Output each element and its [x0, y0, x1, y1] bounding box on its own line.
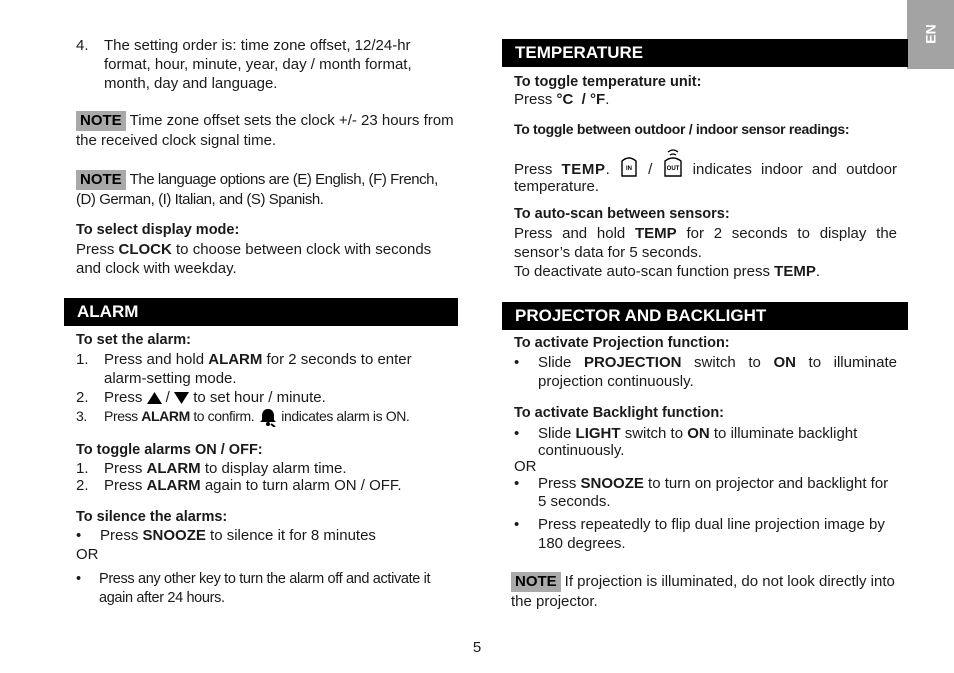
note-badge: NOTE [76, 111, 126, 131]
text: Slide [538, 354, 584, 371]
text: switch to [681, 354, 774, 371]
text: / [161, 389, 175, 406]
text: Press [104, 477, 147, 494]
bullet: • [514, 425, 520, 442]
item-text [514, 425, 897, 459]
text: to illuminate projection continuously. [538, 354, 897, 390]
step-number: 1. [76, 351, 89, 368]
text: Press [538, 475, 581, 492]
text: indicates alarm is ON. [277, 408, 410, 424]
sensor-toggle-section [514, 120, 897, 195]
projection-item [514, 353, 897, 391]
indoor-sensor-icon [619, 155, 639, 177]
note-time-zone [76, 111, 458, 150]
note-language [76, 170, 458, 209]
alarm-heading: ALARM [64, 298, 458, 326]
flip-item [514, 515, 897, 553]
alarm-key: ALARM [146, 477, 201, 494]
step-text [76, 477, 458, 494]
step-1 [76, 350, 458, 388]
note-projector [511, 572, 897, 611]
text: Slide [538, 425, 576, 442]
text: . [815, 263, 820, 280]
backlight-item [514, 425, 897, 459]
text: again to turn alarm ON / OFF. [200, 477, 402, 494]
text: Press [104, 460, 147, 477]
step-1 [76, 460, 458, 477]
silence-alarms-section [76, 508, 458, 608]
section-subtitle: To silence the alarms: [76, 509, 228, 525]
text: . [605, 91, 610, 108]
projector-heading: PROJECTOR AND BACKLIGHT [502, 302, 908, 330]
backlight-section [514, 404, 897, 553]
toggle-alarms-section [76, 441, 458, 494]
up-arrow-icon [147, 392, 162, 404]
alarm-bell-icon [258, 407, 278, 427]
text: switch to [620, 425, 688, 442]
on-key: ON [687, 425, 710, 442]
step-3 [76, 407, 458, 427]
step-number: 2. [76, 389, 89, 406]
deactivate-text [514, 262, 897, 281]
alarm-key: ALARM [208, 351, 263, 368]
item-text: Press repeatedly to flip dual line projection image by 180 degrees. [538, 516, 885, 552]
temp-key: TEMP [635, 225, 677, 242]
step-2 [76, 388, 458, 407]
snooze-item [514, 475, 897, 511]
auto-scan-text [514, 224, 897, 262]
text: to turn on projector and backlight for 5 seconds. [538, 475, 889, 510]
language-tab [907, 0, 954, 69]
or-text: OR [514, 458, 537, 475]
temperature-heading: TEMPERATURE [502, 39, 908, 67]
temp-unit-text [514, 91, 897, 108]
language-tab-label: EN [922, 24, 938, 44]
note-badge: NOTE [76, 170, 126, 190]
text: Press [104, 408, 142, 424]
bullet: • [514, 354, 520, 371]
or-text: OR [76, 546, 99, 563]
text: indicates indoor and outdoor temperature. [514, 161, 898, 195]
text: Press [104, 389, 147, 406]
text: for 2 seconds to enter alarm-setting mode. [104, 351, 412, 387]
alarm-key: ALARM [146, 460, 201, 477]
light-key: LIGHT [575, 425, 621, 442]
silence-item-snooze [76, 527, 458, 544]
bullet: • [514, 475, 520, 492]
display-mode-text [76, 240, 458, 278]
text: to illuminate backlight continuously. [538, 425, 858, 459]
text: to confirm. [189, 408, 255, 424]
note-text: If projection is illuminated, do not look directly into the projector. [511, 573, 895, 610]
display-mode-section [76, 221, 458, 278]
step-number: 3. [76, 408, 87, 424]
note-text: The language options are (E) English, (F) French, (D) German, (I) Italian, and (S) Spanish. [76, 171, 438, 208]
on-key: ON [773, 354, 796, 371]
setting-order-text: The setting order is: time zone offset, 12/24-hr format, hour, minute, year, day / month format, month, day and language. [104, 37, 412, 92]
clock-key: CLOCK [118, 241, 172, 258]
snooze-key: SNOOZE [580, 475, 644, 492]
section-subtitle: To toggle alarms ON / OFF: [76, 442, 263, 458]
text: Press [100, 527, 143, 544]
text: to silence it for 8 minutes [205, 527, 376, 544]
sensor-toggle-text [514, 147, 897, 195]
text: To deactivate auto-scan function press [514, 263, 775, 280]
item-number: 4. [76, 37, 89, 54]
outdoor-sensor-icon [662, 147, 684, 177]
bullet: • [514, 516, 520, 533]
page-number: 5 [472, 639, 482, 656]
text: for 2 seconds to display the sensor’s data for 5 seconds. [514, 225, 898, 261]
note-text: Time zone offset sets the clock +/- 23 hours from the received clock signal time. [76, 112, 454, 149]
projection-key: PROJECTION [583, 354, 682, 371]
step-text [76, 388, 458, 407]
text: Press and hold [104, 351, 209, 368]
alarm-key: ALARM [141, 408, 190, 424]
text: Press [514, 161, 562, 178]
section-subtitle: To set the alarm: [76, 332, 191, 348]
step-text [76, 460, 458, 477]
section-subtitle: To activate Backlight function: [514, 405, 725, 421]
item-text: Press any other key to turn the alarm off and activate it again after 24 hours. [99, 571, 431, 606]
bullet: • [76, 571, 81, 587]
text: to choose between clock with seconds and clock with weekday. [76, 241, 432, 277]
step-number: 2. [76, 477, 89, 494]
item-text [514, 353, 897, 391]
text: to set hour / minute. [189, 389, 326, 406]
step-number: 1. [76, 460, 89, 477]
down-arrow-icon [174, 392, 189, 404]
bullet: • [76, 527, 82, 544]
text: Press [514, 91, 557, 108]
silence-item-other-key [76, 570, 458, 608]
note-badge: NOTE [511, 572, 561, 592]
text: Press [76, 241, 119, 258]
section-subtitle: To toggle temperature unit: [514, 74, 702, 90]
setting-order-item [76, 36, 458, 93]
auto-scan-section [514, 205, 897, 281]
section-subtitle: To select display mode: [76, 222, 240, 238]
snooze-key: SNOOZE [142, 527, 206, 544]
text: Press and hold [514, 225, 636, 242]
section-subtitle: To toggle between outdoor / indoor sensor readings: [514, 121, 850, 137]
projection-section [514, 334, 897, 391]
temp-key: TEMP [561, 161, 606, 178]
text: to display alarm time. [200, 460, 347, 477]
item-text [76, 527, 458, 544]
set-alarm-section [76, 331, 458, 427]
step-text [76, 350, 458, 388]
indoor-icon-label: IN [625, 166, 632, 172]
temp-key: TEMP [774, 263, 816, 280]
item-text [514, 475, 897, 511]
text: . [605, 161, 610, 178]
text: / [638, 161, 662, 178]
section-subtitle: To activate Projection function: [514, 335, 730, 351]
outdoor-icon-label: OUT [666, 166, 679, 172]
temp-unit-section [514, 74, 897, 108]
step-text [76, 407, 458, 427]
section-subtitle: To auto-scan between sensors: [514, 206, 730, 222]
step-2 [76, 477, 458, 494]
unit-key: °C / °F [556, 91, 606, 108]
